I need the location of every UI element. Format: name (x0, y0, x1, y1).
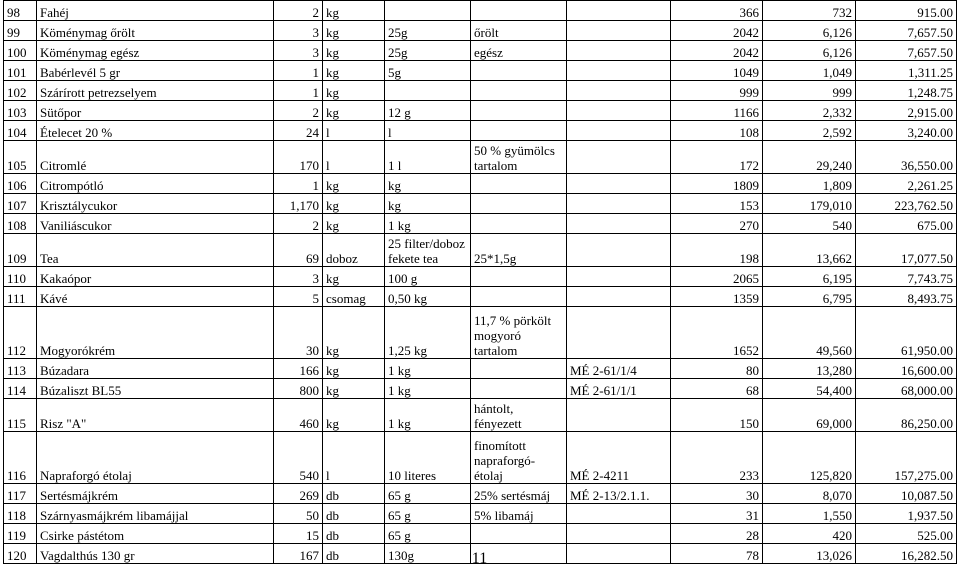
unit-cell: kg (323, 379, 385, 399)
quantity-cell: 167 (274, 544, 323, 564)
standard-cell (567, 81, 671, 101)
packaging-cell: 25g (385, 21, 471, 41)
table-row (4, 359, 957, 379)
quantity-cell: 1 (274, 174, 323, 194)
quantity-cell: 3 (274, 41, 323, 61)
row-number-cell: 112 (4, 307, 37, 359)
gross-total-cell: 68,000.00 (856, 379, 957, 399)
unit-price-cell: 2065 (671, 267, 763, 287)
net-total-cell: 6,126 (763, 21, 856, 41)
description-cell: egész (471, 41, 567, 61)
unit-cell: l (323, 141, 385, 174)
row-number-cell: 119 (4, 524, 37, 544)
unit-price-cell: 172 (671, 141, 763, 174)
table-row (4, 141, 957, 174)
description-cell (471, 379, 567, 399)
description-cell (471, 359, 567, 379)
product-name-cell: Fahéj (37, 1, 274, 21)
unit-cell: kg (323, 214, 385, 234)
standard-cell: MÉ 2-61/1/4 (567, 359, 671, 379)
unit-price-cell: 150 (671, 399, 763, 432)
packaging-cell: kg (385, 174, 471, 194)
row-number-cell: 114 (4, 379, 37, 399)
quantity-cell: 2 (274, 101, 323, 121)
packaging-cell: 1 kg (385, 379, 471, 399)
packaging-cell: 1 kg (385, 399, 471, 432)
unit-cell: kg (323, 194, 385, 214)
table-row (4, 101, 957, 121)
packaging-cell: 65 g (385, 484, 471, 504)
quantity-cell: 2 (274, 214, 323, 234)
unit-cell: kg (323, 101, 385, 121)
standard-cell (567, 61, 671, 81)
standard-cell (567, 214, 671, 234)
row-number-cell: 116 (4, 432, 37, 484)
packaging-cell: l (385, 121, 471, 141)
unit-cell: kg (323, 21, 385, 41)
net-total-cell: 6,195 (763, 267, 856, 287)
description-cell (471, 174, 567, 194)
unit-cell: db (323, 484, 385, 504)
table-row (4, 504, 957, 524)
quantity-cell: 2 (274, 1, 323, 21)
unit-price-cell: 31 (671, 504, 763, 524)
row-number-cell: 113 (4, 359, 37, 379)
description-cell (471, 524, 567, 544)
gross-total-cell: 7,657.50 (856, 41, 957, 61)
page-number: 11 (471, 550, 488, 567)
standard-cell (567, 267, 671, 287)
table-row (4, 61, 957, 81)
gross-total-cell: 2,261.25 (856, 174, 957, 194)
gross-total-cell: 3,240.00 (856, 121, 957, 141)
product-name-cell: Kakaópor (37, 267, 274, 287)
product-name-cell: Mogyorókrém (37, 307, 274, 359)
unit-cell: kg (323, 267, 385, 287)
table-row (4, 432, 957, 484)
net-total-cell: 1,550 (763, 504, 856, 524)
packaging-cell: 25 filter/doboz fekete tea (385, 234, 471, 267)
net-total-cell: 2,592 (763, 121, 856, 141)
gross-total-cell: 157,275.00 (856, 432, 957, 484)
standard-cell (567, 194, 671, 214)
packaging-cell: 1,25 kg (385, 307, 471, 359)
row-number-cell: 106 (4, 174, 37, 194)
product-table (3, 0, 957, 564)
description-cell (471, 267, 567, 287)
gross-total-cell: 16,282.50 (856, 544, 957, 564)
unit-price-cell: 1166 (671, 101, 763, 121)
unit-cell: l (323, 432, 385, 484)
gross-total-cell: 675.00 (856, 214, 957, 234)
gross-total-cell: 36,550.00 (856, 141, 957, 174)
table-row (4, 379, 957, 399)
unit-price-cell: 153 (671, 194, 763, 214)
packaging-cell: 130g (385, 544, 471, 564)
quantity-cell: 15 (274, 524, 323, 544)
description-cell (471, 194, 567, 214)
row-number-cell: 103 (4, 101, 37, 121)
unit-price-cell: 1359 (671, 287, 763, 307)
table-row (4, 121, 957, 141)
product-name-cell: Napraforgó étolaj (37, 432, 274, 484)
net-total-cell: 29,240 (763, 141, 856, 174)
unit-price-cell: 1809 (671, 174, 763, 194)
table-row (4, 214, 957, 234)
standard-cell (567, 21, 671, 41)
unit-cell: kg (323, 1, 385, 21)
description-cell: 11,7 % pörkölt mogyoró tartalom (471, 307, 567, 359)
unit-price-cell: 1652 (671, 307, 763, 359)
net-total-cell: 1,049 (763, 61, 856, 81)
standard-cell: MÉ 2-13/2.1.1. (567, 484, 671, 504)
product-name-cell: Sütőpor (37, 101, 274, 121)
net-total-cell: 6,126 (763, 41, 856, 61)
quantity-cell: 5 (274, 287, 323, 307)
product-name-cell: Vaniliáscukor (37, 214, 274, 234)
standard-cell (567, 121, 671, 141)
row-number-cell: 101 (4, 61, 37, 81)
net-total-cell: 13,280 (763, 359, 856, 379)
gross-total-cell: 17,077.50 (856, 234, 957, 267)
quantity-cell: 540 (274, 432, 323, 484)
unit-cell: kg (323, 359, 385, 379)
table-row (4, 267, 957, 287)
packaging-cell: 100 g (385, 267, 471, 287)
packaging-cell (385, 1, 471, 21)
unit-cell: kg (323, 61, 385, 81)
unit-cell: db (323, 524, 385, 544)
quantity-cell: 460 (274, 399, 323, 432)
quantity-cell: 1,170 (274, 194, 323, 214)
unit-cell: csomag (323, 287, 385, 307)
standard-cell (567, 287, 671, 307)
row-number-cell: 120 (4, 544, 37, 564)
quantity-cell: 269 (274, 484, 323, 504)
net-total-cell: 6,795 (763, 287, 856, 307)
net-total-cell: 540 (763, 214, 856, 234)
quantity-cell: 30 (274, 307, 323, 359)
standard-cell (567, 1, 671, 21)
unit-price-cell: 28 (671, 524, 763, 544)
net-total-cell: 420 (763, 524, 856, 544)
description-cell (471, 101, 567, 121)
row-number-cell: 108 (4, 214, 37, 234)
gross-total-cell: 61,950.00 (856, 307, 957, 359)
unit-price-cell: 78 (671, 544, 763, 564)
gross-total-cell: 223,762.50 (856, 194, 957, 214)
net-total-cell: 2,332 (763, 101, 856, 121)
standard-cell (567, 234, 671, 267)
description-cell: 50 % gyümölcs tartalom (471, 141, 567, 174)
net-total-cell: 69,000 (763, 399, 856, 432)
table-row (4, 194, 957, 214)
net-total-cell: 1,809 (763, 174, 856, 194)
product-name-cell: Risz "A" (37, 399, 274, 432)
quantity-cell: 166 (274, 359, 323, 379)
gross-total-cell: 525.00 (856, 524, 957, 544)
table-row (4, 524, 957, 544)
packaging-cell: kg (385, 194, 471, 214)
description-cell (471, 287, 567, 307)
gross-total-cell: 86,250.00 (856, 399, 957, 432)
row-number-cell: 100 (4, 41, 37, 61)
quantity-cell: 170 (274, 141, 323, 174)
product-name-cell: Babérlevél 5 gr (37, 61, 274, 81)
row-number-cell: 98 (4, 1, 37, 21)
product-name-cell: Szárnyasmájkrém libamájjal (37, 504, 274, 524)
row-number-cell: 118 (4, 504, 37, 524)
packaging-cell: 0,50 kg (385, 287, 471, 307)
unit-price-cell: 108 (671, 121, 763, 141)
unit-price-cell: 198 (671, 234, 763, 267)
product-name-cell: Köménymag őrölt (37, 21, 274, 41)
quantity-cell: 3 (274, 21, 323, 41)
unit-price-cell: 68 (671, 379, 763, 399)
product-name-cell: Kávé (37, 287, 274, 307)
unit-cell: doboz (323, 234, 385, 267)
table-row (4, 174, 957, 194)
standard-cell (567, 141, 671, 174)
row-number-cell: 105 (4, 141, 37, 174)
table-row (4, 41, 957, 61)
description-cell: 5% libamáj (471, 504, 567, 524)
standard-cell (567, 174, 671, 194)
unit-cell: kg (323, 307, 385, 359)
standard-cell (567, 101, 671, 121)
quantity-cell: 1 (274, 81, 323, 101)
packaging-cell (385, 81, 471, 101)
net-total-cell: 13,662 (763, 234, 856, 267)
standard-cell (567, 524, 671, 544)
packaging-cell: 65 g (385, 504, 471, 524)
description-cell (471, 214, 567, 234)
row-number-cell: 102 (4, 81, 37, 101)
row-number-cell: 109 (4, 234, 37, 267)
standard-cell (567, 504, 671, 524)
product-table-body (4, 1, 957, 564)
net-total-cell: 999 (763, 81, 856, 101)
table-row (4, 1, 957, 21)
product-name-cell: Citrompótló (37, 174, 274, 194)
net-total-cell: 49,560 (763, 307, 856, 359)
product-name-cell: Citromlé (37, 141, 274, 174)
product-name-cell: Csirke pástétom (37, 524, 274, 544)
row-number-cell: 117 (4, 484, 37, 504)
unit-cell: l (323, 121, 385, 141)
unit-price-cell: 270 (671, 214, 763, 234)
row-number-cell: 104 (4, 121, 37, 141)
packaging-cell: 12 g (385, 101, 471, 121)
standard-cell (567, 399, 671, 432)
gross-total-cell: 2,915.00 (856, 101, 957, 121)
description-cell (471, 81, 567, 101)
unit-price-cell: 2042 (671, 41, 763, 61)
unit-cell: kg (323, 174, 385, 194)
table-row (4, 234, 957, 267)
packaging-cell: 1 l (385, 141, 471, 174)
standard-cell: MÉ 2-61/1/1 (567, 379, 671, 399)
product-name-cell: Vagdalthús 130 gr (37, 544, 274, 564)
gross-total-cell: 1,311.25 (856, 61, 957, 81)
row-number-cell: 107 (4, 194, 37, 214)
description-cell: finomított napraforgó-étolaj (471, 432, 567, 484)
unit-price-cell: 30 (671, 484, 763, 504)
gross-total-cell: 915.00 (856, 1, 957, 21)
quantity-cell: 69 (274, 234, 323, 267)
unit-price-cell: 999 (671, 81, 763, 101)
product-name-cell: Ételecet 20 % (37, 121, 274, 141)
gross-total-cell: 16,600.00 (856, 359, 957, 379)
packaging-cell: 1 kg (385, 359, 471, 379)
description-cell: őrölt (471, 21, 567, 41)
quantity-cell: 24 (274, 121, 323, 141)
unit-price-cell: 80 (671, 359, 763, 379)
unit-price-cell: 366 (671, 1, 763, 21)
net-total-cell: 125,820 (763, 432, 856, 484)
unit-price-cell: 233 (671, 432, 763, 484)
net-total-cell: 8,070 (763, 484, 856, 504)
quantity-cell: 800 (274, 379, 323, 399)
table-row (4, 399, 957, 432)
packaging-cell: 25g (385, 41, 471, 61)
unit-price-cell: 1049 (671, 61, 763, 81)
description-cell (471, 61, 567, 81)
quantity-cell: 1 (274, 61, 323, 81)
unit-price-cell: 2042 (671, 21, 763, 41)
description-cell (471, 121, 567, 141)
description-cell: 25*1,5g (471, 234, 567, 267)
table-row (4, 484, 957, 504)
packaging-cell: 10 literes (385, 432, 471, 484)
product-name-cell: Sertésmájkrém (37, 484, 274, 504)
net-total-cell: 13,026 (763, 544, 856, 564)
product-name-cell: Búzadara (37, 359, 274, 379)
description-cell (471, 1, 567, 21)
gross-total-cell: 1,248.75 (856, 81, 957, 101)
row-number-cell: 115 (4, 399, 37, 432)
net-total-cell: 179,010 (763, 194, 856, 214)
row-number-cell: 99 (4, 21, 37, 41)
quantity-cell: 3 (274, 267, 323, 287)
gross-total-cell: 7,743.75 (856, 267, 957, 287)
product-name-cell: Búzaliszt BL55 (37, 379, 274, 399)
gross-total-cell: 7,657.50 (856, 21, 957, 41)
net-total-cell: 732 (763, 1, 856, 21)
packaging-cell: 65 g (385, 524, 471, 544)
net-total-cell: 54,400 (763, 379, 856, 399)
standard-cell (567, 41, 671, 61)
unit-cell: db (323, 504, 385, 524)
unit-cell: kg (323, 399, 385, 432)
product-name-cell: Köménymag egész (37, 41, 274, 61)
unit-cell: db (323, 544, 385, 564)
standard-cell: MÉ 2-4211 (567, 432, 671, 484)
table-row (4, 81, 957, 101)
table-row (4, 307, 957, 359)
row-number-cell: 110 (4, 267, 37, 287)
unit-cell: kg (323, 41, 385, 61)
packaging-cell: 1 kg (385, 214, 471, 234)
row-number-cell: 111 (4, 287, 37, 307)
description-cell: hántolt, fényezett (471, 399, 567, 432)
quantity-cell: 50 (274, 504, 323, 524)
standard-cell (567, 307, 671, 359)
gross-total-cell: 10,087.50 (856, 484, 957, 504)
product-name-cell: Szárírott petrezselyem (37, 81, 274, 101)
gross-total-cell: 1,937.50 (856, 504, 957, 524)
gross-total-cell: 8,493.75 (856, 287, 957, 307)
product-name-cell: Tea (37, 234, 274, 267)
table-row (4, 287, 957, 307)
packaging-cell: 5g (385, 61, 471, 81)
description-cell: 25% sertésmáj (471, 484, 567, 504)
table-row (4, 21, 957, 41)
unit-cell: kg (323, 81, 385, 101)
product-name-cell: Krisztálycukor (37, 194, 274, 214)
